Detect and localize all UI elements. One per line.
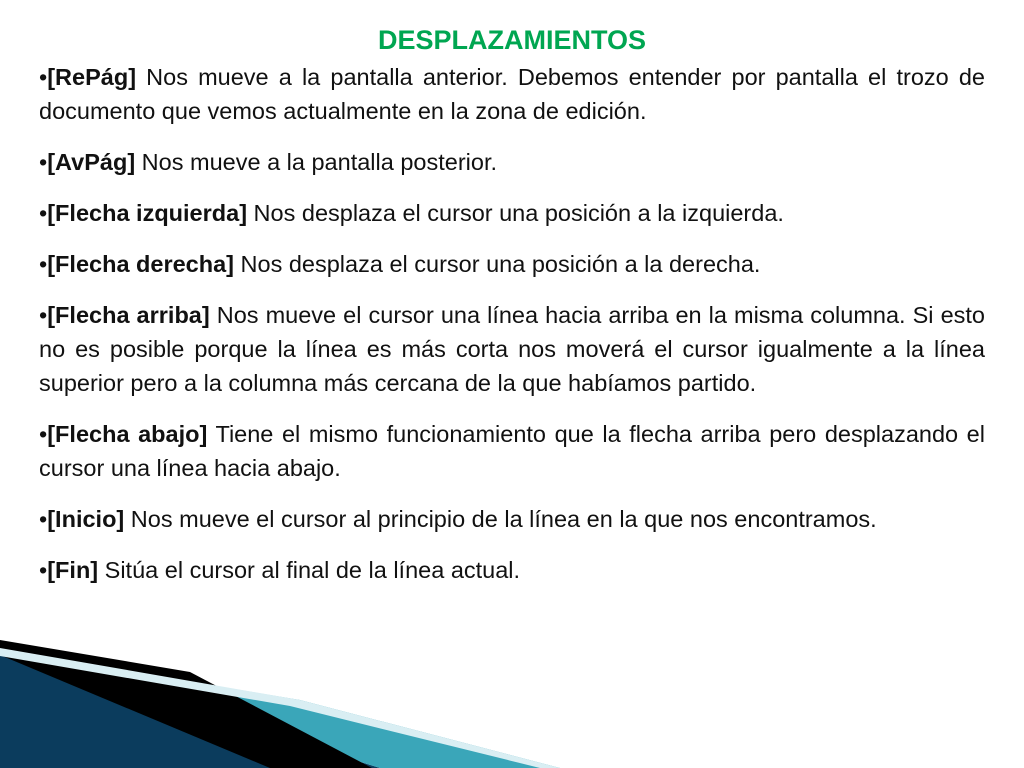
bullet-item-flecha-derecha [39, 247, 985, 281]
bullet-key: [Fin] [47, 557, 99, 583]
bullet-text: Nos mueve a la pantalla posterior. [135, 149, 497, 175]
bullet-glyph: • [39, 149, 48, 175]
bullet-glyph: • [39, 421, 48, 447]
bullet-text: Nos desplaza el cursor una posición a la izquierda. [247, 200, 784, 226]
bullet-text: Sitúa el cursor al final de la línea actual. [98, 557, 521, 583]
bullet-item-flecha-arriba [39, 298, 985, 400]
bullet-glyph: • [39, 251, 48, 277]
bullet-text: Nos mueve el cursor al principio de la línea en la que nos encontramos. [124, 506, 877, 532]
bullet-item-flecha-izquierda [39, 196, 985, 230]
bullet-glyph: • [39, 200, 48, 226]
bullet-key: [Flecha arriba] [47, 302, 210, 328]
bullet-item-repag [39, 60, 985, 128]
bullet-glyph: • [39, 302, 48, 328]
bullet-key: [Flecha izquierda] [47, 200, 248, 226]
bullet-glyph: • [39, 506, 48, 532]
bullet-text: Nos mueve el cursor una línea hacia arriba en la misma columna. Si esto no es posible porque la línea es más corta nos moverá el cursor igualmente a la línea superior pero a la columna más cercana de la que habíamos partido. [39, 302, 985, 396]
bullet-key: [Flecha derecha] [47, 251, 234, 277]
bullet-key: [Flecha abajo] [47, 421, 208, 447]
slide-title: DESPLAZAMIENTOS [377, 25, 647, 55]
bullet-glyph: • [39, 557, 48, 583]
bullet-text: Nos desplaza el cursor una posición a la derecha. [234, 251, 761, 277]
bullet-item-inicio [39, 502, 985, 536]
bullet-text: Nos mueve a la pantalla anterior. Debemos entender por pantalla el trozo de documento que vemos actualmente en la zona de edición. [39, 64, 985, 124]
bullet-item-avpag [39, 145, 985, 179]
bullet-key: [AvPág] [47, 149, 136, 175]
bullet-key: [RePág] [47, 64, 137, 90]
bullet-text: Tiene el mismo funcionamiento que la flecha arriba pero desplazando el cursor una línea hacia abajo. [39, 421, 985, 481]
bullet-key: [Inicio] [47, 506, 125, 532]
bullet-item-flecha-abajo [39, 417, 985, 485]
bullet-list [39, 60, 985, 604]
bullet-glyph: • [39, 64, 48, 90]
bullet-item-fin [39, 553, 985, 587]
